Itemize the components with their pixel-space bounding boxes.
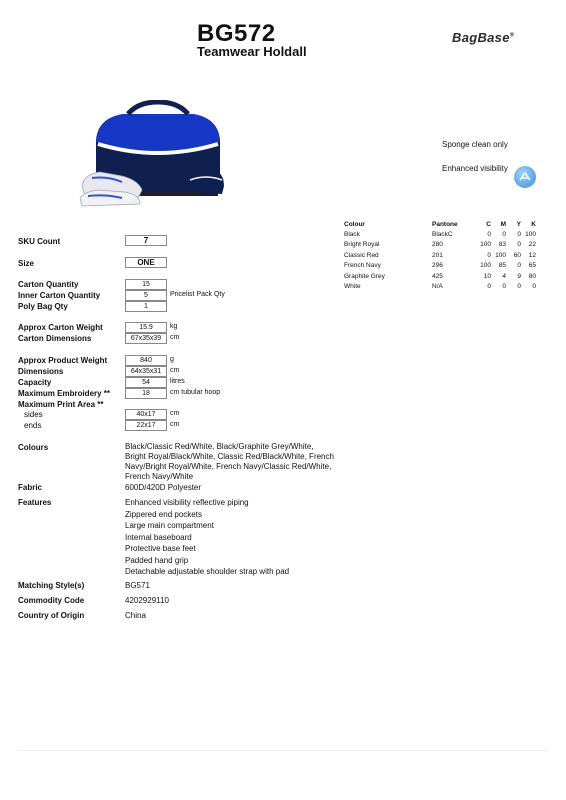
- carton-dimensions-unit: cm: [170, 334, 180, 341]
- ends-unit: cm: [170, 421, 180, 428]
- capacity-label: Capacity: [18, 378, 52, 387]
- feature-item: Protective base feet: [125, 544, 196, 553]
- sides-value: 40x17: [125, 409, 167, 420]
- dimensions-label: Dimensions: [18, 367, 64, 376]
- feature-item: Large main compartment: [125, 521, 214, 530]
- product-image: [78, 100, 228, 210]
- table-row: Graphite Grey 425 10 4 9 80: [344, 272, 536, 280]
- max-embroidery-label: Maximum Embroidery **: [18, 389, 111, 398]
- feature-item: Zippered end pockets: [125, 510, 202, 519]
- ends-label: ends: [24, 421, 42, 430]
- sides-unit: cm: [170, 410, 180, 417]
- brand-logo: BagBase®: [452, 30, 515, 45]
- carton-dimensions-label: Carton Dimensions: [18, 334, 92, 343]
- colour-table: [344, 219, 536, 292]
- fabric-label: Fabric: [18, 483, 43, 492]
- size-label: Size: [18, 259, 35, 268]
- carton-quantity-value: 15: [125, 279, 167, 290]
- table-row: Black BlackC 0 0 0 100: [344, 231, 536, 239]
- sku-count-value: 7: [125, 235, 167, 246]
- product-weight-unit: g: [170, 356, 174, 363]
- feature-item: Enhanced visibility reflective piping: [125, 498, 249, 507]
- ends-value: 22x17: [125, 420, 167, 431]
- colour-table-header: Colour Pantone C M Y K: [344, 220, 536, 228]
- inner-carton-quantity-label: Inner Carton Quantity: [18, 291, 101, 300]
- carton-quantity-label: Carton Quantity: [18, 280, 79, 289]
- sponge-clean-note: Sponge clean only: [442, 140, 508, 149]
- product-name: Teamwear Holdall: [197, 44, 307, 59]
- poly-bag-qty-label: Poly Bag Qty: [18, 302, 68, 311]
- commodity-code-value: 4202929110: [125, 596, 169, 605]
- product-weight-value: 840: [125, 355, 167, 366]
- product-weight-label: Approx Product Weight: [18, 356, 108, 365]
- matching-styles-value: BG571: [125, 581, 150, 590]
- pricelist-pack-note: Pricelist Pack Qty: [170, 291, 225, 298]
- size-value: ONE: [125, 257, 167, 268]
- product-code: BG572: [197, 20, 276, 47]
- table-row: Bright Royal 280 100 83 0 22: [344, 241, 536, 249]
- sku-count-label: SKU Count: [18, 237, 61, 246]
- feature-item: Internal baseboard: [125, 533, 192, 542]
- footer-divider: [18, 750, 548, 751]
- sides-label: sides: [24, 410, 43, 419]
- table-row: Classic Red 201 0 100 60 12: [344, 251, 536, 259]
- inner-carton-quantity-value: 5: [125, 290, 167, 301]
- commodity-code-label: Commodity Code: [18, 596, 85, 605]
- max-embroidery-unit: cm tubular hoop: [170, 389, 221, 396]
- dimensions-unit: cm: [170, 367, 180, 374]
- dimensions-value: 64x35x31: [125, 366, 167, 377]
- carton-weight-unit: kg: [170, 323, 178, 330]
- fabric-value: 600D/420D Polyester: [125, 483, 202, 492]
- country-of-origin-value: China: [125, 611, 146, 620]
- capacity-value: 54: [125, 377, 167, 388]
- colours-label: Colours: [18, 443, 49, 452]
- features-label: Features: [18, 498, 52, 507]
- colours-value: Black/Classic Red/White, Black/Graphite Grey/White, Bright Royal/Black/White, Classic Red/Black/White, French Navy/Bright Royal/White, French Navy/Classic Red/White, French Navy/White: [125, 442, 334, 481]
- carton-dimensions-value: 67x35x39: [125, 333, 167, 344]
- table-row: White N/A 0 0 0 0: [344, 283, 536, 291]
- max-print-area-label: Maximum Print Area **: [18, 400, 104, 409]
- max-embroidery-value: 18: [125, 388, 167, 399]
- table-row: French Navy 296 100 85 0 65: [344, 262, 536, 270]
- capacity-unit: litres: [170, 378, 185, 385]
- visibility-icon: [514, 166, 536, 188]
- feature-item: Detachable adjustable shoulder strap with pad: [125, 567, 290, 576]
- carton-weight-value: 15.9: [125, 322, 167, 333]
- country-of-origin-label: Country of Origin: [18, 611, 85, 620]
- poly-bag-qty-value: 1: [125, 301, 167, 312]
- matching-styles-label: Matching Style(s): [18, 581, 85, 590]
- carton-weight-label: Approx Carton Weight: [18, 323, 103, 332]
- enhanced-visibility-note: Enhanced visibility: [442, 164, 508, 173]
- feature-item: Padded hand grip: [125, 556, 189, 565]
